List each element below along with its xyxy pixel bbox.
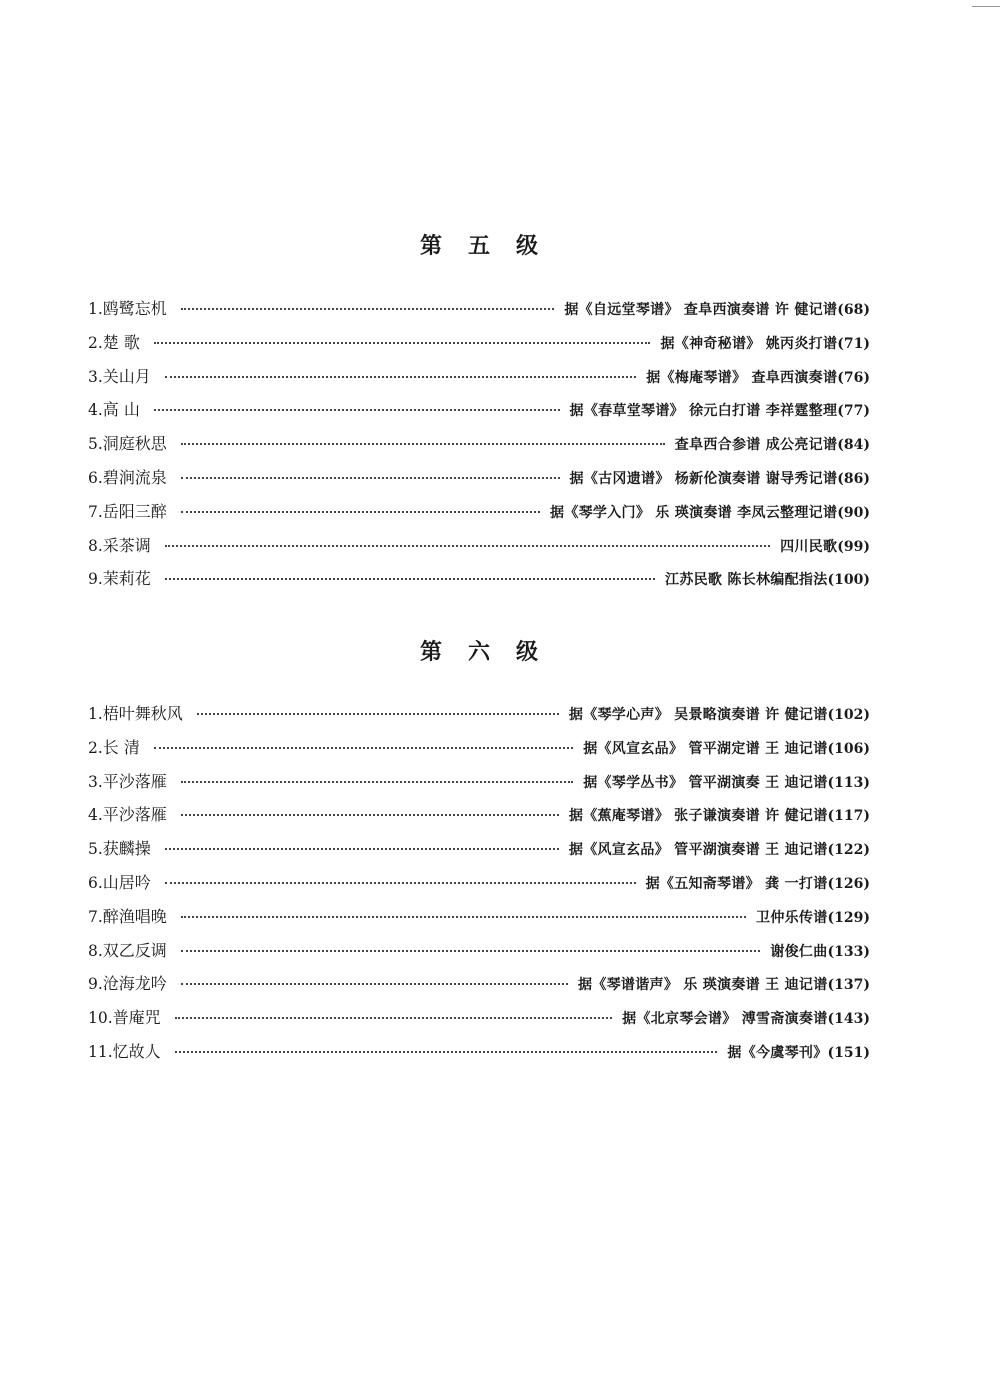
dot-leader: [165, 545, 770, 547]
paren-open: (: [837, 538, 844, 555]
entry-source: 四川民歌: [780, 538, 838, 555]
entry-title: 沧海龙吟: [102, 974, 167, 994]
dot-leader: [175, 1051, 718, 1053]
entry-title: 普庵咒: [112, 1008, 161, 1028]
paren-open: (: [837, 335, 844, 352]
entry-number: 8.: [88, 536, 103, 555]
entry-title: 岳阳三醉: [102, 501, 167, 521]
section-title: 第六级: [419, 639, 564, 665]
entry-list: [88, 292, 870, 596]
entry-title: 忆故人: [112, 1041, 161, 1061]
entry-source: 据《神奇秘谱》 姚丙炎打谱: [660, 335, 838, 352]
dot-leader: [154, 409, 560, 411]
paren-close: ): [863, 538, 870, 555]
entry-page-number: 151: [834, 1044, 864, 1061]
dot-leader: [165, 578, 655, 580]
toc-entry: [88, 529, 870, 563]
dot-leader: [154, 747, 573, 749]
entry-title: 获麟操: [102, 839, 151, 859]
entry-number: 11.: [88, 1042, 113, 1061]
entry-title: 鸥鹭忘机: [102, 299, 167, 318]
dot-leader: [197, 713, 559, 715]
paren-open: (: [827, 943, 835, 960]
toc-entry: [88, 427, 870, 461]
paren-close: ): [863, 504, 870, 521]
toc-entry: [88, 934, 870, 968]
entry-source: 据《风宣玄品》 管平湖定谱 王 迪记谱: [583, 740, 828, 757]
paren-close: ): [863, 842, 870, 859]
entry-number: 3.: [88, 367, 103, 386]
entry-page-number: 143: [834, 1011, 864, 1028]
entry-page-number: 100: [834, 572, 864, 589]
entry-page-number: 71: [843, 335, 864, 352]
entry-title: 楚 歌: [102, 332, 140, 352]
toc-entry: [88, 461, 870, 495]
dot-leader: [154, 342, 651, 344]
paren-open: (: [827, 707, 835, 723]
entry-source: 据《五知斋琴谱》 龚 一打谱: [645, 875, 828, 892]
dot-leader: [181, 443, 665, 445]
entry-number: 1.: [88, 705, 103, 723]
entry-title: 平沙落雁: [102, 771, 167, 791]
dot-leader: [181, 781, 573, 783]
entry-title: 洞庭秋思: [102, 434, 167, 454]
entry-page-number: 106: [834, 740, 864, 757]
entry-title: 高 山: [102, 400, 140, 420]
paren-close: ): [863, 909, 870, 926]
entry-number: 9.: [88, 975, 103, 994]
toc-entry: [88, 1035, 870, 1069]
entry-page-number: 86: [843, 470, 864, 487]
entry-number: 3.: [88, 772, 103, 791]
paren-open: (: [827, 842, 835, 859]
paren-close: ): [863, 572, 870, 589]
toc-entry: [88, 495, 870, 529]
entry-source: 据《琴学丛书》 管平湖演奏 王 迪记谱: [583, 774, 828, 791]
entry-number: 10.: [88, 1009, 113, 1028]
toc-entry: [88, 832, 870, 866]
entry-title: 双乙反调: [102, 940, 167, 960]
paren-open: (: [827, 875, 835, 892]
paren-open: (: [827, 1044, 835, 1061]
dot-leader: [175, 1017, 612, 1019]
toc-entry: [88, 360, 870, 394]
toc-entry: [88, 967, 870, 1001]
dot-leader: [165, 848, 559, 850]
entry-title: 关山月: [102, 366, 151, 386]
toc-entry: [88, 731, 870, 765]
entry-source: 据《春草堂琴谱》 徐元白打谱 李祥霆整理: [569, 403, 838, 420]
toc-entry: [88, 292, 870, 326]
entry-source: 据《风宣玄品》 管平湖演奏谱 王 迪记谱: [568, 842, 828, 859]
entry-page-number: 68: [843, 302, 864, 318]
entry-source: 据《古冈遗谱》 杨新伦演奏谱 谢导秀记谱: [569, 470, 838, 487]
paren-open: (: [837, 403, 844, 420]
paren-open: (: [837, 437, 844, 454]
toc-entry: [88, 393, 870, 427]
dot-leader: [181, 983, 568, 985]
entry-number: 5.: [88, 435, 103, 454]
entry-number: 4.: [88, 401, 103, 420]
entry-title: 山居吟: [102, 872, 151, 892]
toc-entry: [88, 1001, 870, 1035]
paren-close: ): [863, 774, 870, 791]
entry-source: 江苏民歌 陈长林编配指法: [665, 572, 828, 589]
paren-close: ): [863, 335, 870, 352]
paren-open: (: [837, 470, 844, 487]
entry-page-number: 122: [834, 842, 864, 859]
paren-close: ): [863, 943, 870, 960]
entry-number: 2.: [88, 333, 103, 352]
paren-close: ): [863, 470, 870, 487]
entry-title: 茉莉花: [102, 569, 151, 589]
entry-title: 碧涧流泉: [102, 467, 167, 487]
entry-number: 6.: [88, 468, 103, 487]
entry-page-number: 126: [834, 875, 864, 892]
entry-source: 卫仲乐传谱: [756, 909, 828, 926]
page-edge-mark: [972, 0, 1000, 7]
dot-leader: [181, 477, 560, 479]
entry-source: 据《琴学入门》 乐 瑛演奏谱 李凤云整理记谱: [550, 504, 838, 521]
toc-entry: [88, 697, 870, 731]
dot-leader: [181, 814, 559, 816]
entry-title: 采茶调: [102, 535, 151, 555]
paren-open: (: [827, 740, 835, 757]
paren-open: (: [837, 302, 844, 318]
entry-page-number: 129: [834, 909, 864, 926]
entry-number: 7.: [88, 502, 103, 521]
entry-number: 5.: [88, 840, 103, 859]
entry-number: 1.: [88, 300, 103, 318]
entry-number: 6.: [88, 873, 103, 892]
dot-leader: [181, 950, 761, 952]
entry-page-number: 133: [834, 943, 864, 960]
entry-source: 谢俊仁曲: [770, 943, 828, 960]
entry-page-number: 102: [834, 707, 864, 723]
paren-open: (: [827, 774, 835, 791]
paren-close: ): [863, 1044, 870, 1061]
entry-number: 4.: [88, 806, 103, 825]
paren-open: (: [837, 504, 844, 521]
paren-open: (: [827, 572, 835, 589]
entry-number: 2.: [88, 738, 103, 757]
entry-title: 长 清: [102, 737, 140, 757]
dot-leader: [165, 882, 636, 884]
entry-source: 据《琴谱谐声》 乐 瑛演奏谱 王 迪记谱: [578, 977, 828, 994]
paren-close: ): [863, 369, 870, 386]
dot-leader: [181, 308, 555, 310]
entry-source: 据《今虞琴刊》: [727, 1044, 828, 1061]
paren-open: (: [827, 909, 835, 926]
paren-close: ): [863, 977, 870, 994]
entry-page-number: 113: [834, 774, 864, 791]
toc-entry: [88, 798, 870, 832]
entry-page-number: 84: [843, 437, 864, 454]
entry-source: 据《蕉庵琴谱》 张子谦演奏谱 许 健记谱: [568, 808, 828, 825]
paren-open: (: [827, 1011, 835, 1028]
paren-close: ): [863, 1011, 870, 1028]
dot-leader: [165, 376, 636, 378]
paren-open: (: [827, 808, 835, 825]
paren-close: ): [863, 740, 870, 757]
toc-entry: [88, 900, 870, 934]
paren-close: ): [863, 808, 870, 825]
paren-close: ): [863, 403, 870, 420]
entry-page-number: 117: [834, 808, 864, 825]
toc-entry: [88, 326, 870, 360]
entry-source: 查阜西合参谱 成公亮记谱: [674, 437, 838, 454]
paren-close: ): [863, 437, 870, 454]
section-title: 第五级: [419, 233, 564, 259]
entry-number: 9.: [88, 570, 103, 589]
dot-leader: [181, 916, 746, 918]
entry-page-number: 99: [843, 538, 864, 555]
section-level-5: [88, 226, 870, 596]
entry-source: 据《北京琴会谱》 溥雪斋演奏谱: [622, 1011, 828, 1028]
entry-page-number: 76: [843, 369, 864, 386]
entry-number: 7.: [88, 907, 103, 926]
toc-entry: [88, 866, 870, 900]
entry-title: 醉渔唱晚: [102, 906, 167, 926]
paren-close: ): [863, 875, 870, 892]
entry-title: 梧叶舞秋风: [102, 704, 183, 723]
entry-number: 8.: [88, 941, 103, 960]
entry-title: 平沙落雁: [102, 805, 167, 825]
entry-source: 据《琴学心声》 吴景略演奏谱 许 健记谱: [568, 707, 828, 723]
entry-source: 据《自远堂琴谱》 查阜西演奏谱 许 健记谱: [564, 302, 838, 318]
entry-source: 据《梅庵琴谱》 查阜西演奏谱: [646, 369, 838, 386]
toc-entry: [88, 562, 870, 596]
paren-close: ): [863, 302, 870, 318]
toc-entry: [88, 765, 870, 799]
paren-open: (: [827, 977, 835, 994]
section-level-6: [88, 632, 870, 1069]
paren-close: ): [863, 707, 870, 723]
entry-page-number: 137: [834, 977, 864, 994]
dot-leader: [181, 511, 540, 513]
entry-page-number: 77: [843, 403, 864, 420]
entry-list: [88, 697, 870, 1069]
entry-page-number: 90: [843, 504, 864, 521]
paren-open: (: [837, 369, 844, 386]
